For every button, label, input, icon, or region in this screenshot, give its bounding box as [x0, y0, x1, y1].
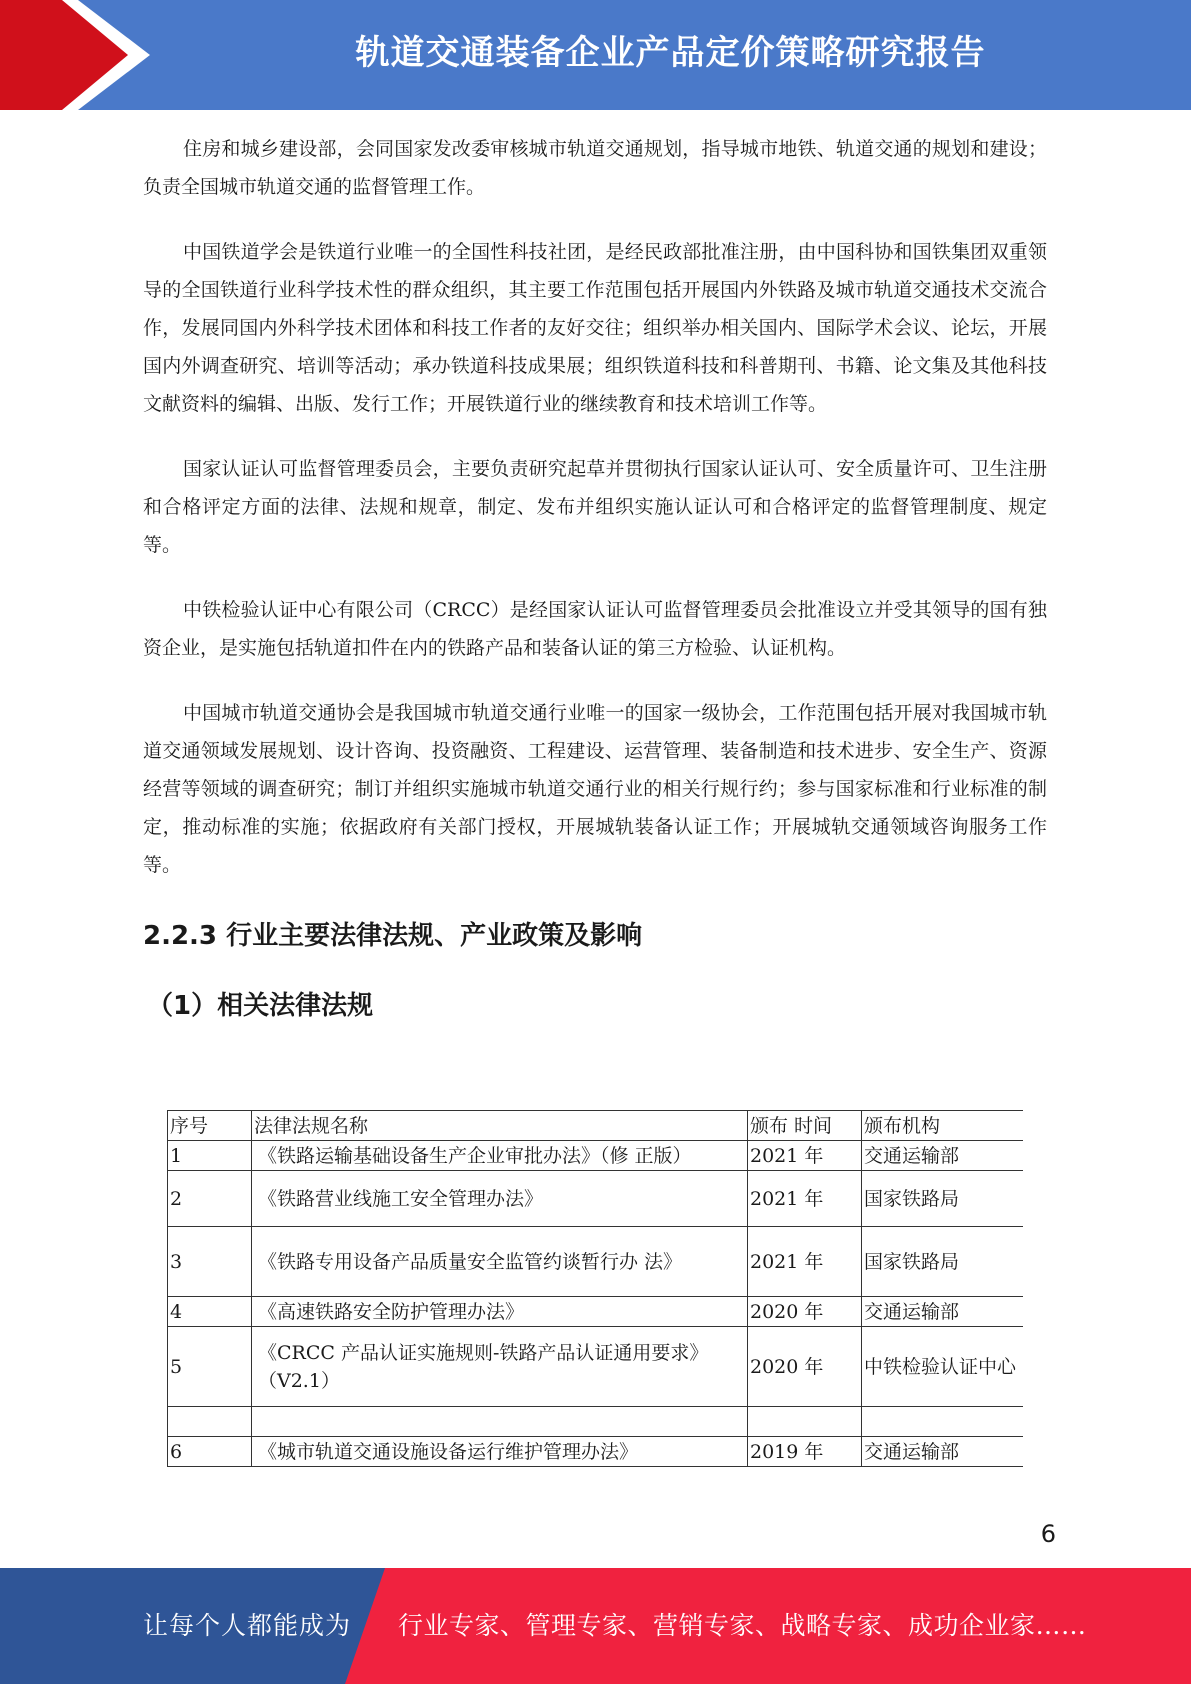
table-row: [168, 1227, 1024, 1297]
table-cell: 2020 年: [748, 1327, 862, 1407]
table-cell: [748, 1407, 862, 1437]
table-cell: 2021 年: [748, 1227, 862, 1297]
table-header-row: [168, 1111, 1024, 1141]
table-cell: 5: [168, 1327, 252, 1407]
table-cell: 2020 年: [748, 1297, 862, 1327]
paragraph-urban-rail-association: 中国城市轨道交通协会是我国城市轨道交通行业唯一的国家一级协会，工作范围包括开展对我国城市轨道交通领域发展规划、设计咨询、投资融资、工程建设、运营管理、装备制造和技术进步、安全生产、资源经营等领域的调查研究；制订并组织实施城市轨道交通行业的相关行规行约；参与国家标准和行业标准的制定，推动标准的实施；依据政府有关部门授权，开展城轨装备认证工作；开展城轨交通领域咨询服务工作等。: [143, 702, 1047, 876]
header-cell: 序号: [168, 1111, 252, 1141]
header-cell: 颁布机构: [862, 1111, 1024, 1141]
header-cell: 法律法规名称: [252, 1111, 748, 1141]
paragraph-railway-society: 中国铁道学会是铁道行业唯一的全国性科技社团，是经民政部批准注册，由中国科协和国铁集团双重领导的全国铁道行业科学技术性的群众组织，其主要工作范围包括开展国内外铁路及城市轨道交通技术交流合作，发展同国内外科学技术团体和科技工作者的友好交往；组织举办相关国内、国际学术会议、论坛，开展国内外调查研究、培训等活动；承办铁道科技成果展；组织铁道科技和科普期刊、书籍、论文集及其他科技文献资料的编辑、出版、发行工作；开展铁道行业的继续教育和技术培训工作等。: [143, 241, 1047, 415]
table-cell: 3: [168, 1227, 252, 1297]
page-footer: [0, 1568, 1191, 1684]
table-cell: 国家铁路局: [862, 1227, 1024, 1297]
table-row: [168, 1437, 1024, 1467]
table-cell: 交通运输部: [862, 1297, 1024, 1327]
page-number: 6: [1040, 1520, 1056, 1548]
footer-slogan-left: 让每个人都能成为: [143, 1611, 352, 1640]
main-content: [143, 130, 1047, 1030]
table-row: [168, 1327, 1024, 1407]
paragraph-housing-ministry: 住房和城乡建设部，会同国家发改委审核城市轨道交通规划，指导城市地铁、轨道交通的规划和建设；负责全国城市轨道交通的监督管理工作。: [143, 138, 1047, 198]
table-cell: 交通运输部: [862, 1141, 1024, 1171]
header-cell: 颁布 时间: [748, 1111, 862, 1141]
laws-table-wrapper: [167, 1110, 1023, 1467]
table-row-empty: [168, 1407, 1024, 1437]
page-header: [0, 0, 1191, 110]
table-cell: [168, 1407, 252, 1437]
table-row: [168, 1141, 1024, 1171]
report-title: 轨道交通装备企业产品定价策略研究报告: [355, 33, 986, 73]
table-cell: 4: [168, 1297, 252, 1327]
table-cell: [862, 1407, 1024, 1437]
table-cell: [252, 1407, 748, 1437]
table-cell: 交通运输部: [862, 1437, 1024, 1467]
paragraph-crcc: 中铁检验认证中心有限公司（CRCC）是经国家认证认可监督管理委员会批准设立并受其领导的国有独资企业，是实施包括轨道扣件在内的铁路产品和装备认证的第三方检验、认证机构。: [143, 599, 1047, 659]
laws-table: [167, 1110, 1023, 1467]
table-cell: 国家铁路局: [862, 1171, 1024, 1227]
table-cell: 中铁检验认证中心: [862, 1327, 1024, 1407]
table-row: [168, 1297, 1024, 1327]
table-cell: 《CRCC 产品认证实施规则-铁路产品认证通用要求》（V2.1）: [252, 1327, 748, 1407]
table-cell: 1: [168, 1141, 252, 1171]
table-cell: 《铁路营业线施工安全管理办法》: [252, 1171, 748, 1227]
table-row: [168, 1171, 1024, 1227]
subsection-heading: （1）相关法律法规: [147, 991, 374, 1021]
table-cell: 《城市轨道交通设施设备运行维护管理办法》: [252, 1437, 748, 1467]
table-cell: 2021 年: [748, 1171, 862, 1227]
section-heading: 2.2.3 行业主要法律法规、产业政策及影响: [143, 921, 643, 951]
table-cell: 《铁路专用设备产品质量安全监管约谈暂行办 法》: [252, 1227, 748, 1297]
paragraph-certification-committee: 国家认证认可监督管理委员会，主要负责研究起草并贯彻执行国家认证认可、安全质量许可、卫生注册和合格评定方面的法律、法规和规章，制定、发布并组织实施认证认可和合格评定的监督管理制度、规定等。: [143, 458, 1047, 556]
footer-slogan-right: 行业专家、管理专家、营销专家、战略专家、成功企业家……: [398, 1611, 1087, 1640]
header-red-chevron: [0, 0, 150, 110]
table-cell: 《高速铁路安全防护管理办法》: [252, 1297, 748, 1327]
table-cell: 《铁路运输基础设备生产企业审批办法》（修 正版）: [252, 1141, 748, 1171]
table-cell: 6: [168, 1437, 252, 1467]
table-cell: 2021 年: [748, 1141, 862, 1171]
table-cell: 2: [168, 1171, 252, 1227]
table-cell: 2019 年: [748, 1437, 862, 1467]
